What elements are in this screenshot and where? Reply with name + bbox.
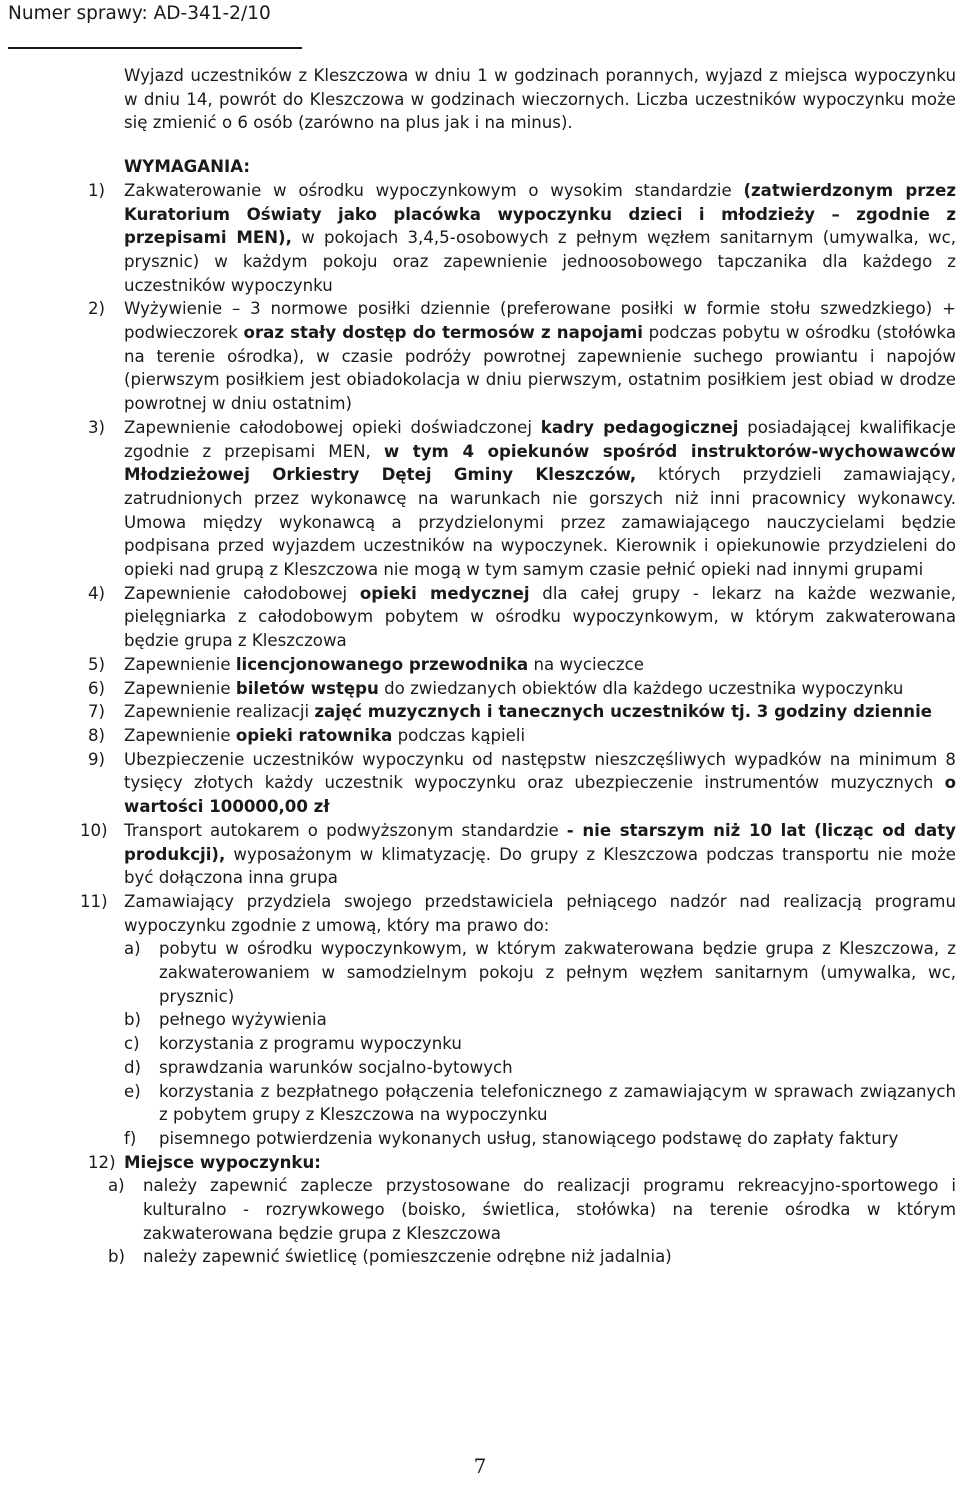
page-number: 7 (473, 1454, 487, 1478)
sub-item-text: pisemnego potwierdzenia wykonanych usług, stanowiącego podstawę do zapłaty faktury (159, 1128, 899, 1148)
item-title: Miejsce wypoczynku: (124, 1152, 321, 1172)
case-number: Numer sprawy: AD-341-2/10 (8, 3, 271, 24)
item-number: 2) (88, 299, 106, 319)
sub-item (0, 937, 956, 1008)
item-text (124, 819, 956, 890)
bold-text: oraz stały dostęp do termosów z napojami (243, 323, 643, 343)
document-body (0, 64, 960, 1269)
bold-text: o wartości 100000,00 zł (124, 773, 956, 817)
text-run: dla całej grupy - lekarz na każde wezwanie, pielęgniarka z całodobowym pobytem w ośrodku wypoczynkowym, w którym zakwaterowana będzie grupa z Kleszczowa (124, 583, 956, 651)
text-run: Zapewnienie całodobowej opieki doświadczonej (124, 417, 541, 437)
item-number: 9) (88, 749, 106, 769)
sub-item (0, 1032, 956, 1056)
sub-item (0, 1245, 956, 1269)
text-run: na wycieczce (528, 654, 644, 674)
text-run: wyposażonym w klimatyzację. Do grupy z Kleszczowa podczas transportu nie może być dołączona inna grupa (124, 844, 956, 888)
bold-text: opieki medycznej (359, 583, 530, 603)
list-item (0, 416, 956, 582)
text-run: w pokojach 3,4,5-osobowych z pełnym węzłem sanitarnym (umywalka, wc, prysznic) w każdym pokoju oraz zapewnienie jednoosobowego tapczanika dla każdego z uczestników wypoczynku (124, 228, 956, 295)
bold-text: zajęć muzycznych i tanecznych uczestników tj. 3 godziny dziennie (314, 702, 933, 722)
requirements-heading: WYMAGANIA: (124, 157, 250, 177)
bold-text: (zatwierdzonym przez Kuratorium Oświaty jako placówka wypoczynku dzieci i młodzieży – zgodnie z przepisami MEN), (124, 180, 956, 248)
list-item (0, 748, 956, 819)
item-number: 3) (88, 417, 106, 437)
list-item (0, 653, 956, 677)
text-run: Zapewnienie realizacji (124, 702, 315, 722)
bold-text: - nie starszym niż 10 lat (licząc od daty produkcji), (124, 820, 956, 864)
sub-item-text: korzystania z bezpłatnego połączenia telefonicznego z zamawiającym w sprawach związanych z pobytem grupy z Kleszczowa na wypoczynku (159, 1081, 956, 1125)
list-item (0, 582, 956, 653)
sub-item-letter: d) (124, 1057, 142, 1077)
item-text (124, 890, 956, 937)
text-run: Transport autokarem o podwyższonym standardzie (124, 820, 567, 840)
item-text (124, 179, 956, 298)
text-run: Zamawiający przydziela swojego przedstawiciela pełniącego nadzór nad realizacją programu wypoczynku zgodnie z umową, który ma prawo do: (124, 891, 956, 935)
sub-item-letter: f) (124, 1128, 137, 1148)
item-number: 1) (88, 180, 106, 200)
text-run: Zapewnienie (124, 725, 236, 745)
sub-item-letter: b) (124, 1010, 142, 1030)
sub-item-letter: a) (124, 939, 141, 959)
intro-paragraph: Wyjazd uczestników z Kleszczowa w dniu 1 w godzinach porannych, wyjazd z miejsca wypoczynku w dniu 14, powrót do Kleszczowa w godzinach wieczornych. Liczba uczestników wypoczynku może się zmienić o 6 osób (zarówno na plus jak i na minus). (124, 66, 956, 133)
sub-item (0, 1008, 956, 1032)
venue-requirements-list (0, 1174, 960, 1269)
text-run: podczas kąpieli (392, 725, 526, 745)
item-text (124, 582, 956, 653)
item-text (124, 748, 956, 819)
sub-item-text: korzystania z programu wypoczynku (159, 1034, 462, 1054)
header-underline (8, 47, 302, 49)
item-text (124, 700, 956, 724)
sub-item-letter: e) (124, 1081, 141, 1101)
sub-item (0, 1127, 956, 1151)
bold-text: licencjonowanego przewodnika (235, 654, 529, 674)
item-number: 11) (80, 891, 108, 911)
sub-item (0, 1056, 956, 1080)
text-run: Zapewnienie (124, 654, 236, 674)
bold-text: w tym 4 opiekunów spośród instruktorów-wychowawców Młodzieżowej Orkiestry Dętej Gminy Kleszczów, (124, 441, 956, 485)
list-item (0, 297, 956, 416)
item-text (124, 297, 956, 416)
item-number: 5) (88, 654, 106, 674)
sub-item-text: pełnego wyżywienia (159, 1010, 327, 1030)
item-number: 8) (88, 725, 106, 745)
item-text (124, 724, 956, 748)
list-item (0, 819, 956, 890)
list-item (0, 1151, 956, 1175)
list-item (0, 890, 956, 937)
text-run: podczas pobytu w ośrodku (stołówka na terenie ośrodka), w czasie podróży powrotnej zapewnienie suchego prowiantu i napojów (pierwszym posiłkiem jest obiadokolacja w dniu pierwszym, ostatnim posiłkiem jest obiad w drodze powrotnej w dniu ostatnim) (124, 323, 957, 414)
sub-item-letter: a) (108, 1176, 125, 1196)
text-run: posiadającej kwalifikacje zgodnie z przepisami MEN, (124, 417, 956, 461)
text-run: których przydzieli zamawiający, zatrudnionych przez wykonawcę na warunkach nie gorszych niż inni pracownicy wykonawcy. Umowa między wykonawcą a przydzielonymi przez zamawiającego nauczycielami będzie podpisana przed wyjazdem uczestników na wypoczynek. Kierownik i opiekunowie przydzieleni do opieki nad grupą z Kleszczowa nie mogą w tym samym czasie pełnić opieki nad innymi grupami (124, 465, 957, 580)
sub-item-letter: c) (124, 1034, 140, 1054)
item-text (124, 677, 956, 701)
item-number: 12) (88, 1152, 116, 1172)
text-run: Ubezpieczenie uczestników wypoczynku od następstw nieszczęśliwych wypadków na minimum 8 tysięcy złotych każdy uczestnik wypoczynku oraz ubezpieczenie instrumentów muzycznych (124, 749, 956, 793)
sub-item-letter: b) (108, 1247, 126, 1267)
sub-item (0, 1174, 956, 1245)
text-run: Zakwaterowanie w ośrodku wypoczynkowym o wysokim standardzie (124, 180, 744, 200)
bold-text: opieki ratownika (235, 725, 393, 745)
sub-item (0, 1080, 956, 1127)
text-run: Wyżywienie – 3 normowe posiłki dziennie (preferowane posiłki w formie stołu szwedzkiego) + podwieczorek (124, 299, 956, 343)
bold-text: biletów wstępu (235, 678, 379, 698)
list-item (0, 677, 956, 701)
item-number: 6) (88, 678, 106, 698)
item-text (124, 416, 956, 582)
requirements-list (0, 179, 960, 938)
sub-item-text: sprawdzania warunków socjalno-bytowych (159, 1057, 513, 1077)
list-item (0, 700, 956, 724)
list-item (0, 724, 956, 748)
item-number: 7) (88, 702, 106, 722)
text-run: Zapewnienie (124, 678, 236, 698)
sub-item-text: pobytu w ośrodku wypoczynkowym, w którym zakwaterowana będzie grupa z Kleszczowa, z zakwaterowaniem w samodzielnym pokoju z pełnym węzłem sanitarnym (umywalka, wc, prysznic) (159, 939, 956, 1006)
bold-text: kadry pedagogicznej (540, 417, 739, 437)
text-run: do zwiedzanych obiektów dla każdego uczestnika wypoczynku (378, 678, 904, 698)
item-number: 4) (88, 583, 106, 603)
sub-item-text: należy zapewnić świetlicę (pomieszczenie odrębne niż jadalnia) (143, 1247, 672, 1267)
list-item (0, 179, 956, 298)
sub-item-text: należy zapewnić zaplecze przystosowane do realizacji programu rekreacyjno-sportowego i kulturalno - rozrywkowego (boisko, świetlica, stołówka) na terenie ośrodka w którym zakwaterowana będzie grupa z Kleszczowa (143, 1176, 956, 1243)
item-number: 10) (80, 820, 108, 840)
text-run: Zapewnienie całodobowej (124, 583, 360, 603)
item-text (124, 653, 956, 677)
representative-rights-list (0, 937, 960, 1150)
